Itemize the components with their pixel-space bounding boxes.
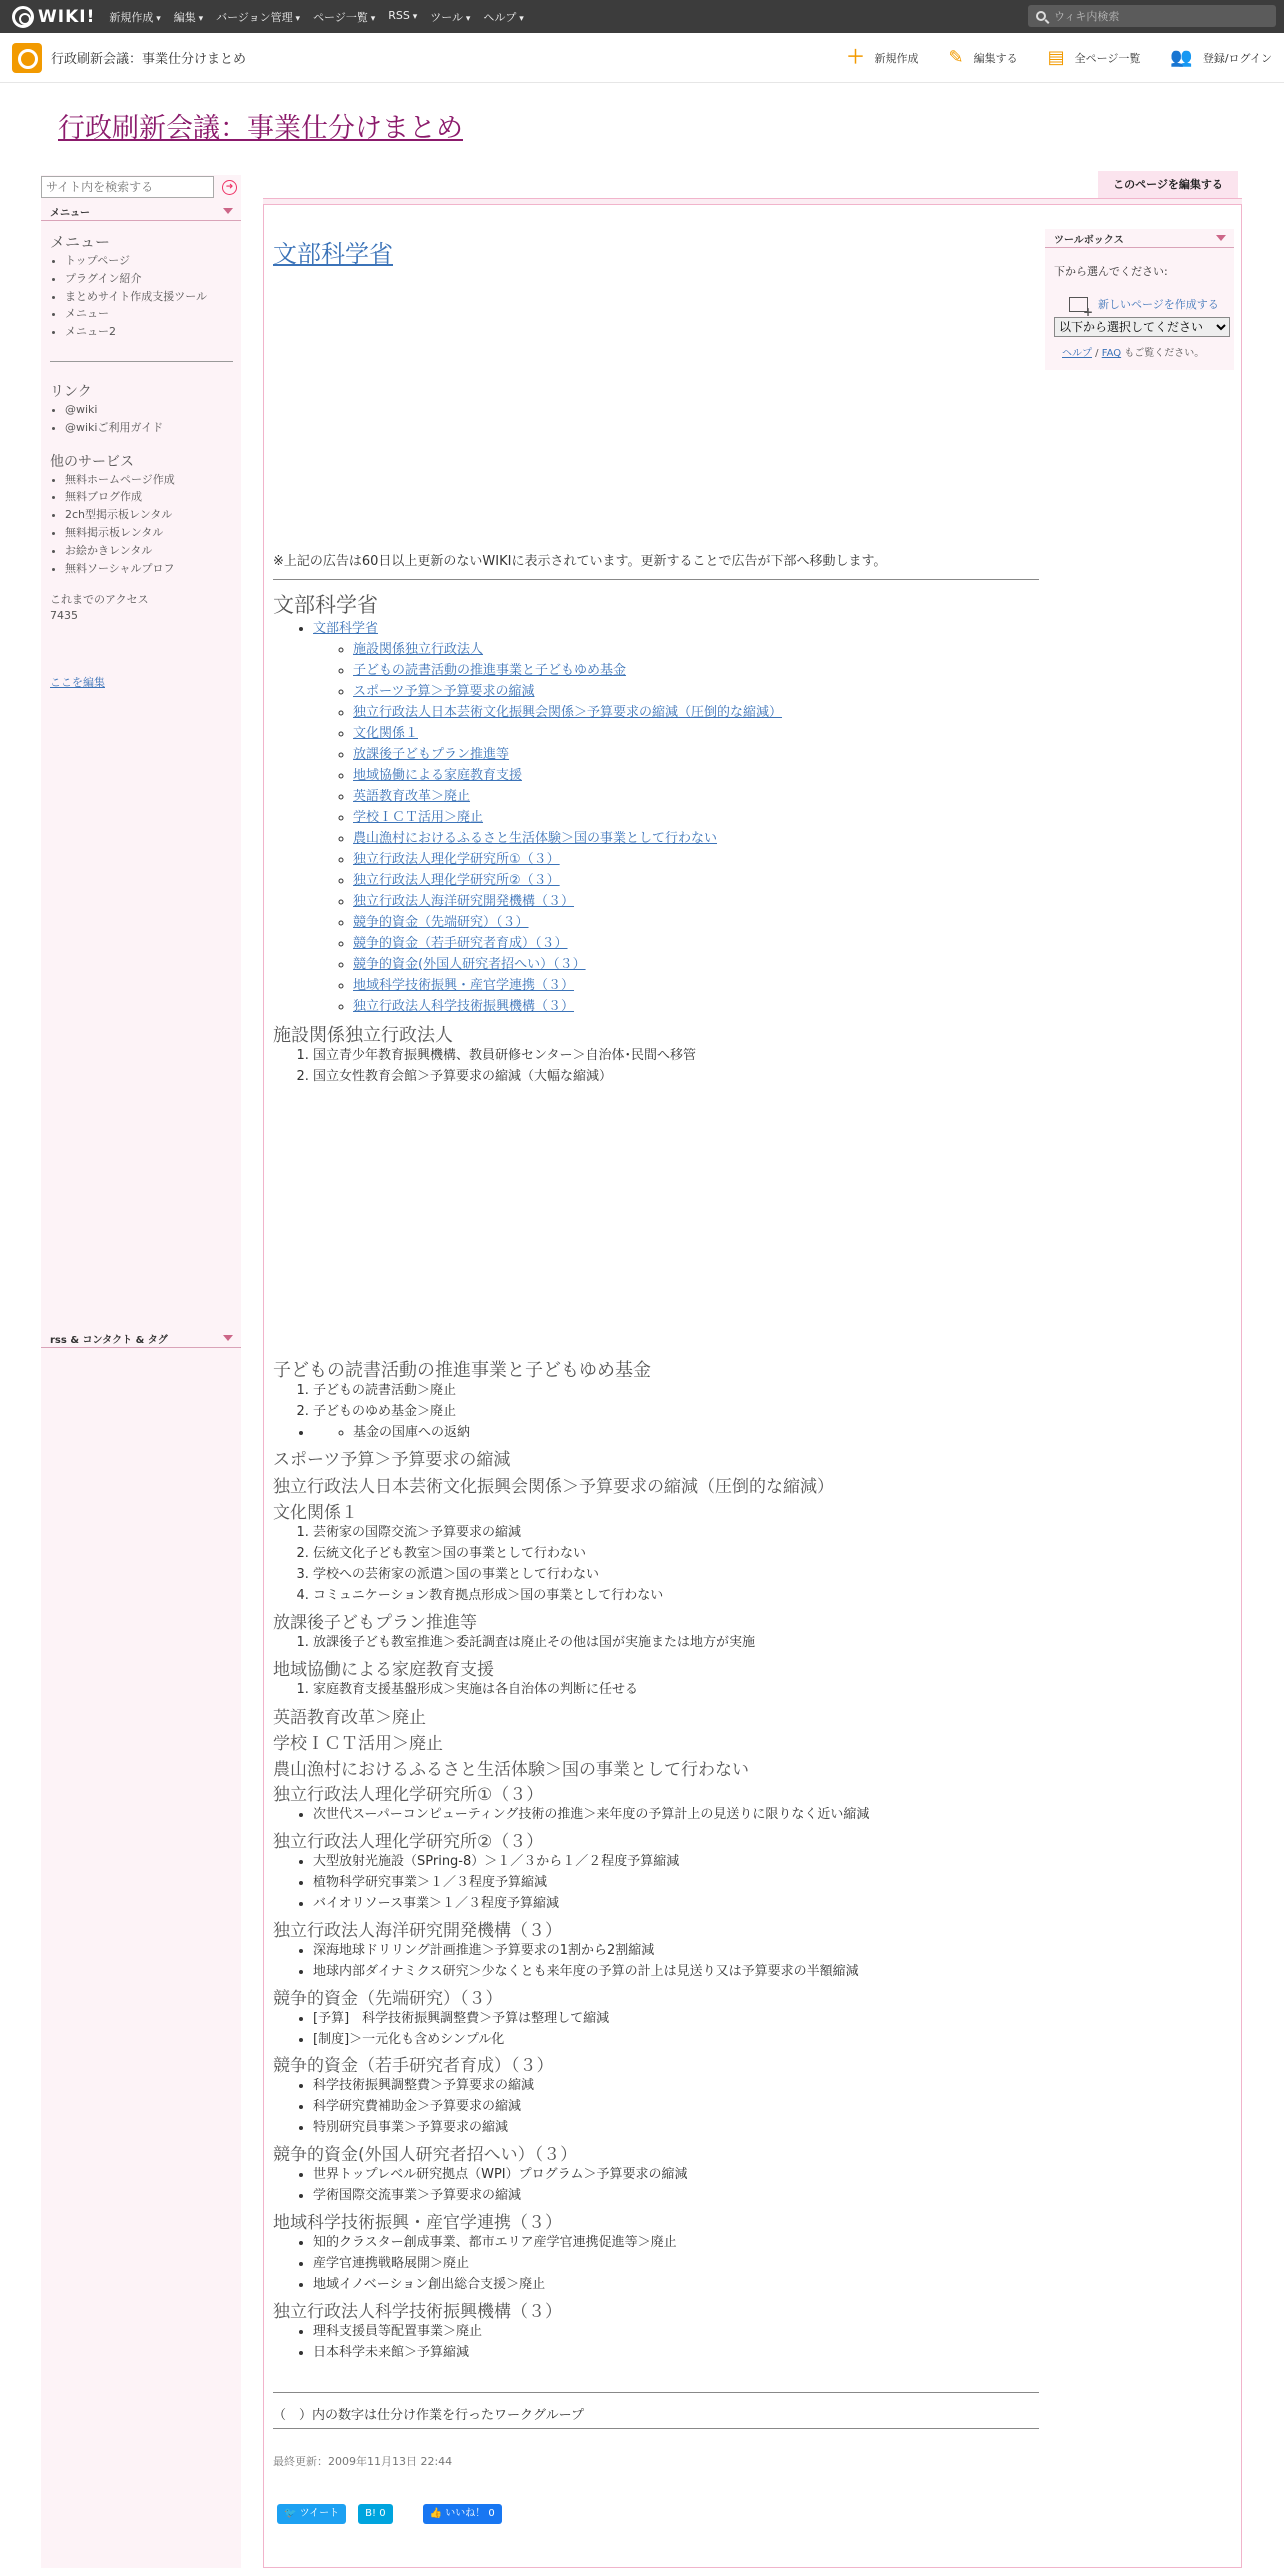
item-list (313, 1422, 470, 1443)
section-heading: 子どもの読書活動の推進事業と子どもゆめ基金 (273, 1360, 651, 1381)
access-counter (50, 592, 241, 624)
site-name[interactable]: 行政刷新会議：事業仕分けまとめ (51, 52, 247, 67)
list-item: • 知的クラスター創成事業、都市エリア産学官連携促進等＞廃止 (313, 2232, 677, 2253)
toolbox-select[interactable] (1054, 317, 1230, 337)
service-item[interactable]: • 無料ソーシャルプロフ (65, 560, 241, 578)
list-item: • 理科支援員等配置事業＞廃止 (313, 2321, 482, 2342)
toc-item (353, 765, 782, 786)
user-add-icon: 👥 (1170, 47, 1193, 68)
edit-this-page-button[interactable]: このページを編集する (1098, 171, 1238, 198)
service-item[interactable]: • 無料ホームページ作成 (65, 471, 241, 489)
links-list (50, 401, 241, 437)
item-list (313, 1380, 456, 1422)
collapse-icon[interactable] (223, 208, 233, 214)
list-item: • 深海地球ドリリング計画推進＞予算要求の1割から2割縮減 (313, 1940, 859, 1961)
list-item: 2. 伝統文化子ども教室＞国の事業として行わない (313, 1543, 663, 1564)
service-item[interactable]: • お絵かきレンタル (65, 542, 241, 560)
twitter-icon: 🐦 (284, 2508, 300, 2519)
content-heading[interactable]: 文部科学省 (273, 240, 393, 268)
item-list (313, 2075, 534, 2138)
section-heading: 放課後子どもプラン推進等 (273, 1613, 477, 1633)
service-item[interactable]: • 無料ブログ作成 (65, 488, 241, 506)
toc-item (353, 786, 782, 807)
toc-item (353, 807, 782, 828)
toc-link[interactable]: 競争的資金（若手研究者育成）（３） (353, 936, 568, 951)
section-heading: 独立行政法人科学技術振興機構（３） (273, 2302, 562, 2322)
thumbs-up-icon: 👍 (429, 2508, 446, 2519)
toc-root-link[interactable]: 文部科学省 (313, 621, 379, 636)
list-item: 1. 子どもの読書活動＞廃止 (313, 1380, 456, 1401)
page-content (273, 234, 1039, 2519)
menu-header[interactable]: メニュー (41, 204, 241, 221)
toc-link[interactable]: 独立行政法人海洋研究開発機構（３） (353, 894, 575, 909)
like-button[interactable]: 👍 いいね！ 0 (423, 2504, 502, 2524)
toc-item (353, 639, 782, 660)
list-item: 1. 国立青少年教育振興機構、教員研修センター＞自治体･民間へ移管 (313, 1045, 696, 1066)
section-heading: 文化関係１ (273, 1503, 358, 1523)
list-item: 1. 家庭教育支援基盤形成＞実施は各自治体の判断に任せる (313, 1679, 638, 1700)
sidebar-edit-link[interactable]: ここを編集 (50, 676, 105, 690)
ad-note: ※上記の広告は60日以上更新のないWIKIに表示されています。更新することで広告が下部へ移動します。 (273, 554, 887, 569)
list-item: • 大型放射光施設（SPring-8）＞１／３から１／２程度予算縮減 (313, 1851, 679, 1872)
item-list (313, 2164, 688, 2206)
header-actions (817, 33, 1272, 83)
menu-item[interactable]: • プラグイン紹介 (65, 270, 241, 288)
services-list (50, 471, 241, 578)
list-item: 2. 子どものゆめ基金＞廃止 (313, 1401, 456, 1422)
toc-item (353, 681, 782, 702)
page-title-link[interactable]: 行政刷新会議：事業仕分けまとめ (58, 113, 463, 144)
list-item: • 科学技術振興調整費＞予算要求の縮減 (313, 2075, 534, 2096)
toolbox-prompt: 下から選んでください: (1054, 265, 1168, 278)
footnote: （ ）内の数字は仕分け作業を行ったワークグループ (273, 2408, 584, 2423)
toc-link[interactable]: 放課後子どもプラン推進等 (353, 747, 510, 762)
list-item: • 地域イノベーション創出総合支援＞廃止 (313, 2274, 677, 2295)
list-item: 3. 学校への芸術家の派遣＞国の事業として行わない (313, 1564, 663, 1585)
list-item: • 科学研究費補助金＞予算要求の縮減 (313, 2096, 534, 2117)
toc-root (313, 618, 782, 1017)
section-heading: 施設関係独立行政法人 (273, 1025, 453, 1046)
toc-link[interactable]: 施設関係独立行政法人 (353, 642, 484, 657)
section-heading: 学校ＩＣＴ活用＞廃止 (273, 1734, 443, 1754)
new-page-button[interactable]: ＋ 新規作成 (846, 47, 919, 68)
list-item: 1. 芸術家の国際交流＞予算要求の縮減 (313, 1522, 663, 1543)
toc-link[interactable]: 独立行政法人理化学研究所②（３） (353, 873, 560, 888)
divider (50, 361, 233, 362)
toc-link[interactable]: スポーツ予算＞予算要求の縮減 (353, 684, 535, 699)
list-item: • 地球内部ダイナミクス研究＞少なくとも来年度の予算の計上は見送り又は予算要求の半額縮減 (313, 1961, 859, 1982)
toc-link[interactable]: 地域協働による家庭教育支援 (353, 768, 523, 783)
toc-link[interactable]: 学校ＩＣＴ活用＞廃止 (353, 810, 484, 825)
document-icon: ▤ (1047, 47, 1065, 68)
toolbox (1045, 229, 1234, 370)
list-item: • 次世代スーパーコンピューティング技術の推進＞来年度の予算計上の見送りに限りなく近い縮減 (313, 1804, 869, 1825)
site-logo-icon[interactable] (12, 43, 42, 73)
atwiki-logo[interactable]: WIKI! (12, 6, 95, 28)
item-list (313, 1804, 869, 1825)
toc-item (353, 660, 782, 681)
page-title (58, 106, 463, 145)
section-heading: 競争的資金（先端研究）（３） (273, 1989, 503, 2009)
new-page-link[interactable]: + 新しいページを作成する (1069, 296, 1234, 312)
toc-link[interactable]: 競争的資金(外国人研究者招へい）（３） (353, 957, 586, 972)
toc-link[interactable]: 独立行政法人科学技術振興機構（３） (353, 999, 575, 1014)
toc-link[interactable]: 子どもの読書活動の推進事業と子どもゆめ基金 (353, 663, 627, 678)
search-icon[interactable] (1036, 11, 1046, 21)
rss-header[interactable]: rss & コンタクト & タグ (41, 1331, 241, 1348)
list-item: • 学術国際交流事業＞予算要求の縮減 (313, 2185, 688, 2206)
pencil-icon: ✎ (948, 47, 964, 68)
toc-list (313, 639, 782, 1017)
section-heading: 英語教育改革＞廃止 (273, 1708, 426, 1728)
hatena-button[interactable]: B! 0 (358, 2504, 392, 2524)
access-count: 7435 (50, 609, 78, 623)
list-item: • [制度]＞一元化も含めシンプル化 (313, 2029, 609, 2050)
menu-edit[interactable]: 編集 ▾ (174, 9, 203, 25)
toc-item (353, 828, 782, 849)
social-buttons (277, 2504, 514, 2524)
item-list (313, 1632, 755, 1653)
menu-item[interactable]: • まとめサイト作成支援ツール (65, 288, 241, 306)
top-menu (109, 9, 536, 25)
list-item (313, 1422, 470, 1443)
menu-help[interactable]: ヘルプ ▾ (483, 9, 523, 25)
menu-version[interactable]: バージョン管理 ▾ (216, 9, 300, 25)
item-list (313, 1045, 696, 1087)
at-logo-icon (12, 6, 34, 28)
all-pages-button[interactable]: ▤ 全ページ一覧 (1047, 47, 1141, 68)
site-search (41, 175, 241, 199)
toc-link[interactable]: 地域科学技術振興・産官学連携（３） (353, 978, 575, 993)
item-list (313, 2232, 677, 2295)
item-list (313, 1851, 679, 1914)
login-button[interactable]: 👥 登録/ログイン (1170, 47, 1272, 68)
list-item: • 世界トップレベル研究拠点（WPI）プログラム＞予算要求の縮減 (313, 2164, 688, 2185)
section-heading: 地域協働による家庭教育支援 (273, 1660, 494, 1680)
toc-item (353, 702, 782, 723)
collapse-icon[interactable] (1216, 235, 1226, 241)
list-item: ◦ • 基金の国庫への返納 (353, 1422, 470, 1443)
help-line: ヘルプ / FAQ もご覧ください。 (1062, 348, 1205, 359)
toc-item (353, 891, 782, 912)
section-heading: 農山漁村におけるふるさと生活体験＞国の事業として行わない (273, 1760, 749, 1780)
menu-item[interactable]: • メニュー2 (65, 323, 241, 341)
toc-item (353, 849, 782, 870)
tweet-button[interactable]: 🐦 ツイート (277, 2504, 346, 2524)
site-header (0, 33, 1284, 83)
menu-rss[interactable]: RSS ▾ (388, 9, 417, 25)
item-list (313, 2321, 482, 2363)
menu-body (41, 231, 241, 690)
list-item: • 植物科学研究事業＞１／３程度予算縮減 (313, 1872, 679, 1893)
list-item: 4. コミュニケーション教育拠点形成＞国の事業として行わない (313, 1585, 663, 1606)
table-of-contents (313, 618, 782, 1017)
toc-item (353, 723, 782, 744)
item-list (313, 2008, 609, 2050)
toc-item (353, 870, 782, 891)
divider (273, 579, 1039, 580)
plus-icon: ＋ (846, 47, 865, 68)
new-page-icon (1069, 297, 1088, 312)
section-heading: 独立行政法人理化学研究所②（３） (273, 1832, 544, 1852)
section-heading: 独立行政法人海洋研究開発機構（３） (273, 1921, 562, 1941)
links-title: リンク (50, 383, 92, 400)
link-item[interactable]: • @wiki (65, 401, 241, 419)
search-go-icon[interactable]: ➜ (222, 180, 237, 195)
section-heading: 文部科学省 (273, 593, 378, 617)
menu-pages[interactable]: ページ一覧 ▾ (313, 9, 375, 25)
toc-item (353, 933, 782, 954)
toc-link[interactable]: 英語教育改革＞廃止 (353, 789, 471, 804)
toc-item (353, 975, 782, 996)
toc-link[interactable]: 農山漁村におけるふるさと生活体験＞国の事業として行わない (353, 831, 718, 846)
toc-link[interactable]: 競争的資金（先端研究）（３） (353, 915, 529, 930)
wiki-search-input[interactable] (1054, 10, 1254, 23)
section-heading: 独立行政法人日本芸術文化振興会関係＞予算要求の縮減（圧倒的な縮減） (273, 1477, 834, 1497)
section-heading: 地域科学技術振興・産官学連携（３） (273, 2213, 562, 2233)
sidebar (41, 175, 241, 2568)
toc-item (353, 954, 782, 975)
menu-item[interactable]: • メニュー (65, 305, 241, 323)
item-list (313, 1522, 663, 1606)
menu-title: メニュー (50, 233, 111, 251)
wiki-search-box (1028, 5, 1276, 27)
toc-link[interactable]: 文化関係１ (353, 726, 419, 741)
toc-item (353, 996, 782, 1017)
list-item: • 日本科学未来館＞予算縮減 (313, 2342, 482, 2363)
link-item[interactable]: • @wikiご利用ガイド (65, 419, 241, 437)
faq-link[interactable]: FAQ (1101, 348, 1122, 359)
item-list (313, 1940, 859, 1982)
section-heading: 競争的資金(外国人研究者招へい）（３） (273, 2145, 578, 2165)
section-heading: スポーツ予算＞予算要求の縮減 (273, 1450, 511, 1470)
list-item: • [予算] 科学技術振興調整費＞予算は整理して縮減 (313, 2008, 609, 2029)
service-item[interactable]: • 2ch型掲示板レンタル (65, 506, 241, 524)
toolbox-header[interactable]: ツールボックス (1045, 231, 1234, 248)
toc-item (353, 744, 782, 765)
site-search-input[interactable] (41, 176, 214, 198)
section-heading: 独立行政法人理化学研究所①（３） (273, 1785, 544, 1805)
toc-link[interactable]: 独立行政法人理化学研究所①（３） (353, 852, 560, 867)
menu-new[interactable]: 新規作成 ▾ (109, 9, 160, 25)
help-link[interactable]: ヘルプ (1062, 348, 1092, 359)
list-item: 2. 国立女性教育会館＞予算要求の縮減（大幅な縮減） (313, 1066, 696, 1087)
divider (273, 2392, 1039, 2393)
top-navbar (0, 0, 1284, 33)
service-item[interactable]: • 無料掲示板レンタル (65, 524, 241, 542)
list-item: • 特別研究員事業＞予算要求の縮減 (313, 2117, 534, 2138)
list-item: • 産学官連携戦略展開＞廃止 (313, 2253, 677, 2274)
item-list (313, 1679, 638, 1700)
menu-tools[interactable]: ツール ▾ (430, 9, 470, 25)
list-item: 1. 放課後子ども教室推進＞委託調査は廃止その他は国が実施または地方が実施 (313, 1632, 755, 1653)
edit-page-button[interactable]: ✎ 編集する (948, 47, 1018, 68)
menu-item[interactable]: • トップページ (65, 252, 241, 270)
toc-link[interactable]: 独立行政法人日本芸術文化振興会関係＞予算要求の縮減（圧倒的な縮減） (353, 705, 783, 720)
divider (273, 2428, 1039, 2429)
toc-item (353, 912, 782, 933)
access-label: これまでのアクセス (50, 593, 149, 607)
section-heading: 競争的資金（若手研究者育成）（３） (273, 2056, 554, 2076)
menu-list (50, 252, 241, 341)
list-item: • バイオリソース事業＞１／３程度予算縮減 (313, 1893, 679, 1914)
collapse-icon[interactable] (223, 1335, 233, 1341)
last-modified: 最終更新：2009年11月13日 22:44 (273, 2455, 453, 2468)
services-title: 他のサービス (50, 453, 134, 470)
